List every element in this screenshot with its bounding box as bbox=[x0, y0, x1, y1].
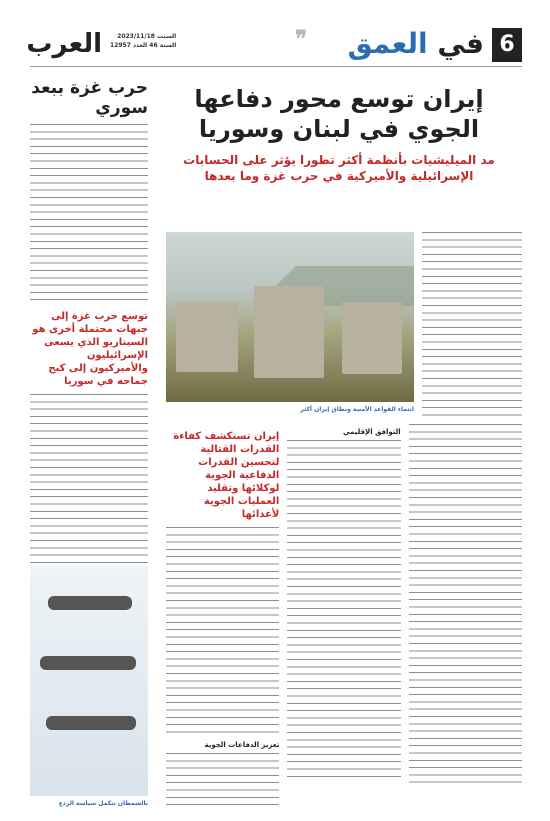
headline: إيران توسع محور دفاعها الجوي في لبنان وسوريا bbox=[194, 85, 484, 143]
article-text bbox=[166, 527, 279, 737]
header-divider bbox=[30, 66, 522, 67]
section-title bbox=[348, 26, 484, 62]
section-title-part1: في bbox=[437, 27, 484, 60]
photo-side-text bbox=[422, 232, 522, 422]
article-column-1 bbox=[409, 424, 522, 808]
fighter-jets-photo bbox=[30, 566, 148, 796]
lower-columns bbox=[166, 424, 522, 808]
sidebar-headline: توسع حرب غزة إلى جبهات محتملة أخرى هو السيناريو الذي يسعى الإسرائيليون والأميركيون إلى كبح جماحه في سوريا bbox=[32, 311, 148, 387]
article-column-2 bbox=[287, 424, 400, 808]
main-article bbox=[156, 72, 522, 812]
issue-info bbox=[110, 32, 176, 50]
article-text bbox=[287, 440, 400, 780]
left-column-text-1 bbox=[30, 124, 148, 304]
masthead bbox=[26, 26, 522, 64]
section-subtitle: تعزيز الدفاعات الجوية bbox=[204, 741, 280, 749]
jet-shape bbox=[46, 716, 136, 730]
newspaper-logo: العرب bbox=[26, 29, 102, 59]
jet-shape bbox=[40, 656, 136, 670]
page-number: 6 bbox=[492, 28, 522, 62]
section-subtitle: التوافق الإقليمي bbox=[342, 428, 401, 436]
air-defense-photo bbox=[166, 232, 414, 402]
left-column-title: حرب غزة ببعد سوري bbox=[31, 78, 148, 118]
jets-caption: بالشمطان تتكمل سياسة الردع bbox=[58, 800, 148, 807]
left-column-text-2 bbox=[30, 394, 148, 584]
article-text bbox=[409, 424, 522, 784]
issue-date: السبت 2023/11/18 bbox=[117, 33, 177, 40]
launcher-shape bbox=[176, 302, 238, 372]
subhead: مد الميليشيات بأنظمة أكثر تطورا يؤثر على الحسابات الإسرائيلية والأميركية في حرب غزة وما بعدها bbox=[183, 153, 495, 183]
photo-caption: انتماء القواعد الأمنية ونطاق إيران أكثر bbox=[300, 406, 414, 413]
article-column-3 bbox=[166, 424, 279, 808]
section-title-part2: العمق bbox=[347, 27, 428, 60]
jet-shape bbox=[48, 596, 132, 610]
quote-icon: ❞ bbox=[295, 26, 307, 52]
issue-meta: السنة 46 العدد 12957 bbox=[110, 42, 177, 49]
article-text bbox=[166, 753, 279, 808]
box-title: إيران تستكشف كفاءة القدرات القتالية لتحسين القدرات الدفاعية الجوية لوكلائها وتقليد العمليات الجوية لأعدائها bbox=[173, 431, 280, 520]
launcher-shape bbox=[342, 302, 402, 374]
launcher-shape bbox=[254, 286, 324, 378]
